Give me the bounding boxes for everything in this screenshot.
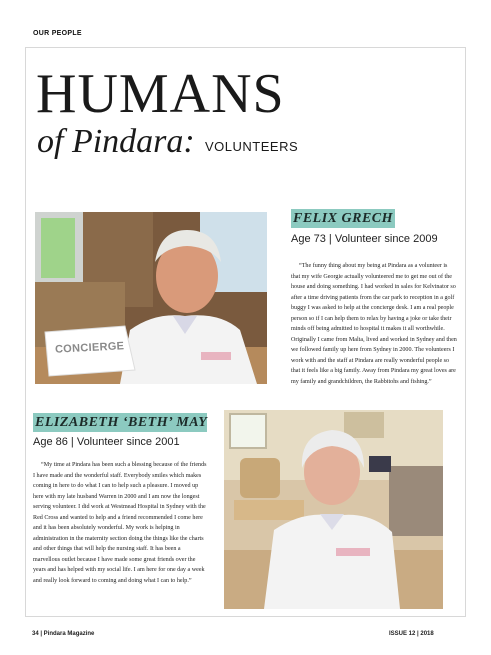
beth-photo — [224, 410, 443, 609]
felix-photo-illustration — [35, 212, 267, 384]
beth-quote: “My time at Pindara has been such a blessing because of the friends I have made and the wonderful staff. Everybody smiles which makes coming in here to do what I can to help such a pleasure. I moved up here with my late husband Warren in 2000 and I am now the longest serving volunteer. I did work at Westmead Hospital in Sydney with the Red Cross and wanted to help and a friend recommended I come here and it has been absolutely wonderful. My work is helping in administration in the maternity section doing the things like the charts and other things that will help the nursing staff. It has been a marvellous outlet because I have made some great friends over the years and has helped with my social life. I am here for one day a week and really look forward to coming and doing what I can to help.” — [33, 462, 207, 584]
felix-age: Age 73 | Volunteer since 2009 — [291, 233, 438, 245]
concierge-sign-text: CONCIERGE — [54, 340, 125, 356]
footer-issue: ISSUE 12 | 2018 — [389, 631, 434, 637]
beth-photo-illustration — [224, 410, 443, 609]
beth-name: ELIZABETH ‘BETH’ MAY — [35, 415, 208, 430]
beth-age: Age 86 | Volunteer since 2001 — [33, 436, 180, 448]
section-label: OUR PEOPLE — [33, 30, 82, 37]
page-title: HUMANS — [36, 63, 285, 125]
felix-photo — [35, 212, 267, 384]
footer-page-info: 34 | Pindara Magazine — [32, 631, 95, 637]
page-subtitle: of Pindara: — [37, 123, 195, 160]
felix-quote: “The funny thing about my being at Pindara as a volunteer is that my wife Georgie actually volunteered me to get me out of the house and doing something. I had worked in sales for Kelvinator so after a time driving patients from the car park to reception in a golf buggy I was asked to help at the concierge desk. I am a real people person so if I can help them to relax by having a joke or take their minds off being admitted to hospital it makes it all worthwhile. Originally I came from Malta, lived and worked in Sydney and then we followed family up here from Sydney in 2000. The volunteers I work with and the staff at Pindara are really wonderful people so that it feels like a big family. Away from Pindara my great loves are my family and grandchildren, the Rabbitohs and fishing.” — [291, 263, 457, 385]
page-tag: VOLUNTEERS — [205, 139, 299, 154]
felix-name: FELIX GRECH — [293, 211, 394, 226]
